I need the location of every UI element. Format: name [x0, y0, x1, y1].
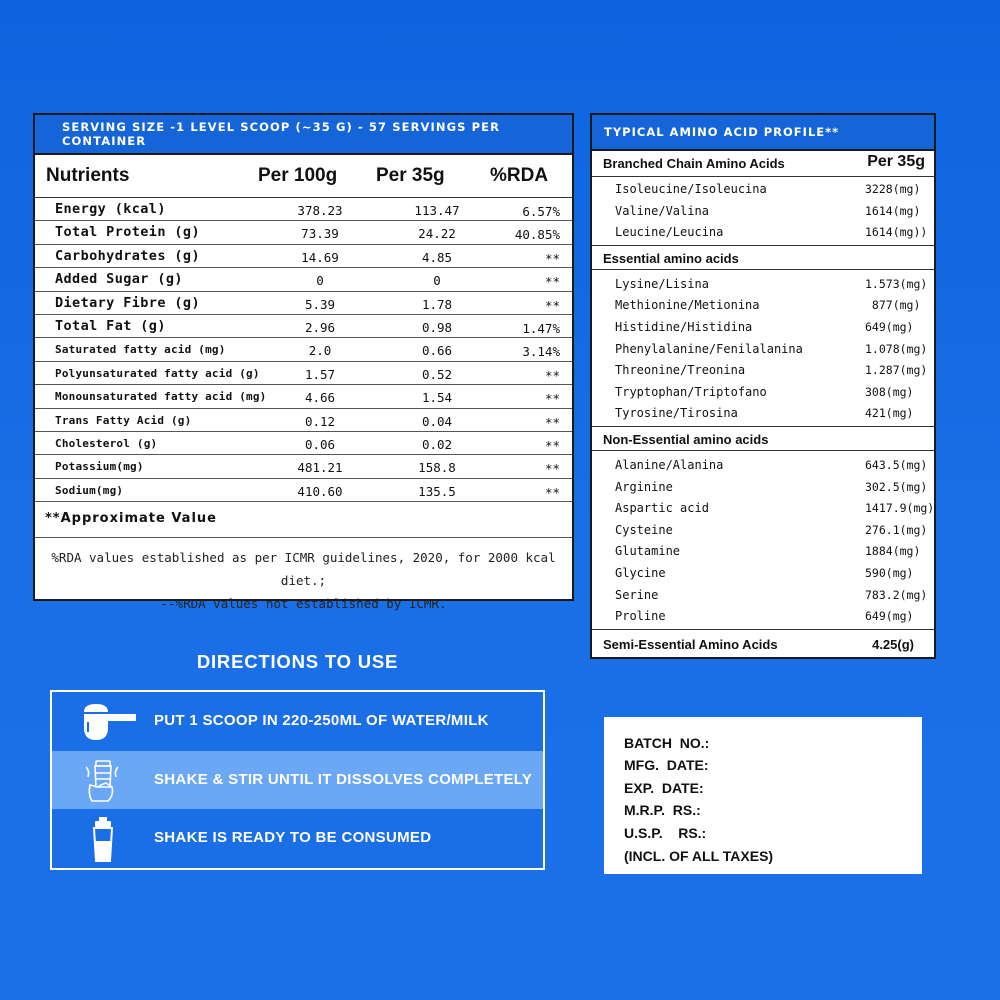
per-100g-value: 4.66 [304, 390, 336, 406]
rda-value: ** [544, 297, 560, 313]
nutrient-name: Energy (kcal) [55, 201, 166, 217]
nutrient-name: Total Protein (g) [55, 224, 200, 241]
nonessential-title: Non-Essential amino acids [603, 431, 769, 447]
table-row [35, 385, 572, 408]
list-item [592, 222, 934, 244]
per-35g-value: 113.47 [414, 203, 460, 218]
list-item [592, 585, 934, 607]
per-100g-value: 73.39 [301, 226, 339, 242]
usp-label: U.S.P. RS.: [624, 825, 707, 841]
nutrient-name: Carbohydrates (g) [55, 247, 200, 264]
amino-name: Tryptophan/Triptofano [615, 384, 767, 399]
nutrition-column-headers [35, 155, 572, 198]
amino-value: 649(mg) [865, 319, 914, 334]
amino-value: 1614(mg) [865, 203, 921, 218]
amino-name: Arginine [615, 479, 673, 494]
table-row [35, 479, 572, 502]
rda-value: ** [544, 274, 560, 290]
amino-name: Serine [615, 587, 659, 602]
per-100g-value: 1.57 [304, 366, 336, 382]
amino-profile-header: TYPICAL AMINO ACID PROFILE** [592, 115, 934, 151]
per-100g-value: 2.0 [308, 343, 332, 359]
amino-name: Methionine/Metionina [615, 298, 760, 313]
list-item [592, 317, 934, 339]
amino-name: Glycine [615, 565, 666, 580]
semi-essential-value: 4.25(g) [872, 636, 914, 652]
amino-name: Leucine/Leucina [615, 225, 724, 240]
amino-acid-profile-table [590, 113, 936, 659]
nonessential-section-header [592, 427, 934, 451]
per-35g-value: 0.52 [421, 366, 453, 382]
direction-step [52, 692, 543, 751]
essential-title: Essential amino acids [603, 250, 739, 266]
directions-title: DIRECTIONS TO USE [196, 651, 399, 672]
nutrient-name: Polyunsaturated fatty acid (g) [55, 366, 260, 380]
bcaa-title: Branched Chain Amino Acids [603, 156, 785, 171]
col-rda: %RDA [490, 165, 549, 186]
per-100g-value: 481.21 [297, 460, 343, 476]
per-35g-value: 0.04 [421, 413, 453, 429]
per-100g-value: 378.23 [297, 203, 343, 218]
shaking-hand-icon [78, 757, 136, 803]
amino-value: 3228(mg) [865, 182, 921, 196]
rda-value: 40.85% [514, 227, 560, 243]
per-35g-value: 0.98 [421, 319, 453, 335]
amino-value: 1.573(mg) [865, 276, 928, 291]
taxes-note: (INCL. OF ALL TAXES) [624, 848, 774, 864]
rda-value: ** [544, 437, 560, 453]
amino-value: 643.5(mg) [865, 457, 928, 472]
approximate-value-note [35, 502, 572, 538]
nutrient-name: Dietary Fibre (g) [55, 294, 200, 311]
table-row [35, 221, 572, 244]
rda-value: 3.14% [522, 344, 560, 360]
list-item [592, 520, 934, 542]
shaker-bottle-icon [78, 815, 136, 861]
table-row [35, 362, 572, 385]
batch-info-box [604, 717, 922, 874]
table-row [35, 432, 572, 455]
amino-name: Alanine/Alanina [615, 457, 724, 472]
table-row [35, 409, 572, 432]
per-35g-value: 4.85 [421, 249, 453, 265]
per-35g-value: 0.66 [421, 343, 453, 359]
per-35g-value: 0.02 [421, 436, 453, 452]
semi-essential-row [592, 630, 934, 658]
nutrient-name: Potassium(mg) [55, 460, 144, 474]
rda-value: ** [544, 414, 560, 430]
list-item [592, 360, 934, 382]
table-row [35, 455, 572, 478]
nutrient-name: Added Sugar (g) [55, 271, 183, 288]
amino-name: Cysteine [615, 522, 673, 537]
batch-number-label: BATCH NO.: [624, 735, 710, 751]
col-nutrients: Nutrients [46, 165, 130, 186]
nutrient-name: Trans Fatty Acid (g) [55, 413, 192, 427]
amino-name: Proline [615, 609, 666, 624]
per-35g-value: 0 [433, 273, 441, 289]
nutrient-name: Sodium(mg) [55, 483, 124, 497]
step-text: SHAKE & STIR UNTIL IT DISSOLVES COMPLETELY [154, 770, 533, 788]
rda-value: ** [544, 484, 560, 500]
essential-section-header [592, 246, 934, 270]
amino-value: 783.2(mg) [865, 587, 928, 602]
amino-value: 590(mg) [865, 565, 914, 580]
list-item [592, 477, 934, 499]
amino-name: Threonine/Treonina [615, 363, 746, 378]
table-row [35, 268, 572, 291]
list-item [592, 455, 934, 477]
nutrient-name: Cholesterol (g) [55, 436, 158, 450]
semi-essential-title: Semi-Essential Amino Acids [603, 636, 778, 652]
list-item [592, 606, 934, 628]
nonessential-list [592, 451, 934, 630]
list-item [592, 563, 934, 585]
per-35g-value: 158.8 [418, 460, 456, 476]
scoop-icon [78, 698, 136, 744]
direction-step [52, 751, 543, 810]
col-per-100g: Per 100g [258, 165, 338, 186]
list-item [592, 382, 934, 404]
amino-value: 421(mg) [865, 406, 914, 421]
serving-size-header: SERVING SIZE -1 LEVEL SCOOP (~35 G) - 57 SERVINGS PER CONTAINER [35, 115, 572, 155]
per-35g-value: 1.54 [421, 390, 453, 406]
rda-value: 6.57% [522, 204, 560, 219]
nutrient-name: Monounsaturated fatty acid (mg) [55, 390, 267, 404]
rda-footnote-line-2: --%RDA values not established by ICMR. [160, 596, 447, 612]
rda-value: ** [544, 391, 560, 407]
per-100g-value: 0.06 [304, 436, 336, 452]
essential-list [592, 270, 934, 427]
per-100g-value: 14.69 [301, 249, 339, 265]
nutrient-name: Total Fat (g) [55, 317, 166, 334]
list-item [592, 403, 934, 425]
table-row [35, 315, 572, 338]
rda-footnote [35, 538, 572, 615]
amino-value: 1417.9(mg) [865, 501, 935, 516]
amino-value: 1614(mg)) [865, 225, 928, 240]
list-item [592, 179, 934, 201]
per-100g-value: 5.39 [304, 296, 336, 312]
list-item [592, 295, 934, 317]
amino-name: Valine/Valina [615, 203, 709, 218]
table-row [35, 198, 572, 221]
mfg-date-label: MFG. DATE: [624, 757, 709, 773]
per-35g-value: 24.22 [418, 226, 456, 242]
rda-value: ** [544, 461, 560, 477]
list-item [592, 274, 934, 296]
amino-value: 1.287(mg) [865, 363, 928, 378]
per-35g-value: 1.78 [421, 296, 453, 312]
per-100g-value: 0.12 [304, 413, 336, 429]
amino-value: 877(mg) [865, 298, 921, 313]
amino-name: Glutamine [615, 544, 681, 559]
step-text: PUT 1 SCOOP IN 220-250ML OF WATER/MILK [154, 712, 489, 729]
amino-name: Tyrosine/Tirosina [615, 406, 738, 421]
directions-steps [50, 690, 545, 870]
nutrient-name: Saturated fatty acid (mg) [55, 343, 226, 357]
amino-value: 649(mg) [865, 609, 914, 624]
list-item [592, 339, 934, 361]
amino-value: 302.5(mg) [865, 479, 928, 494]
rda-value: ** [544, 250, 560, 266]
per-100g-value: 0 [316, 273, 324, 289]
per-100g-value: 2.96 [304, 319, 336, 335]
table-row [35, 292, 572, 315]
bcaa-section-header [592, 151, 934, 177]
exp-date-label: EXP. DATE: [624, 780, 704, 796]
amino-name: Histidine/Histidina [615, 319, 753, 334]
amino-name: Phenylalanine/Fenilalanina [615, 341, 803, 356]
col-per-35g: Per 35g [376, 165, 445, 186]
amino-value: 1884(mg) [865, 544, 921, 559]
table-row [35, 338, 572, 361]
per-100g-value: 410.60 [297, 483, 343, 499]
nutrition-facts-table [33, 113, 574, 612]
bcaa-list [592, 177, 934, 246]
per-35g-value: 135.5 [418, 483, 456, 499]
approximate-value-text: **Approximate Value [45, 511, 217, 527]
amino-name: Lysine/Lisina [615, 276, 709, 291]
amino-value: 308(mg) [865, 384, 914, 399]
direction-step [52, 809, 543, 868]
amino-name: Isoleucine/Isoleucina [615, 182, 767, 196]
amino-name: Aspartic acid [615, 501, 709, 516]
per-35g-label: Per 35g [867, 153, 925, 170]
rda-value: 1.47% [522, 320, 560, 336]
rda-value: ** [544, 367, 560, 383]
list-item [592, 541, 934, 563]
list-item [592, 498, 934, 520]
list-item [592, 201, 934, 223]
step-text: SHAKE IS READY TO BE CONSUMED [154, 829, 432, 847]
amino-value: 1.078(mg) [865, 341, 928, 356]
table-row [35, 245, 572, 268]
mrp-label: M.R.P. RS.: [624, 802, 701, 818]
rda-footnote-line-1: %RDA values established as per ICMR guidelines, 2020, for 2000 kcal diet.; [51, 550, 556, 589]
amino-value: 276.1(mg) [865, 522, 928, 537]
